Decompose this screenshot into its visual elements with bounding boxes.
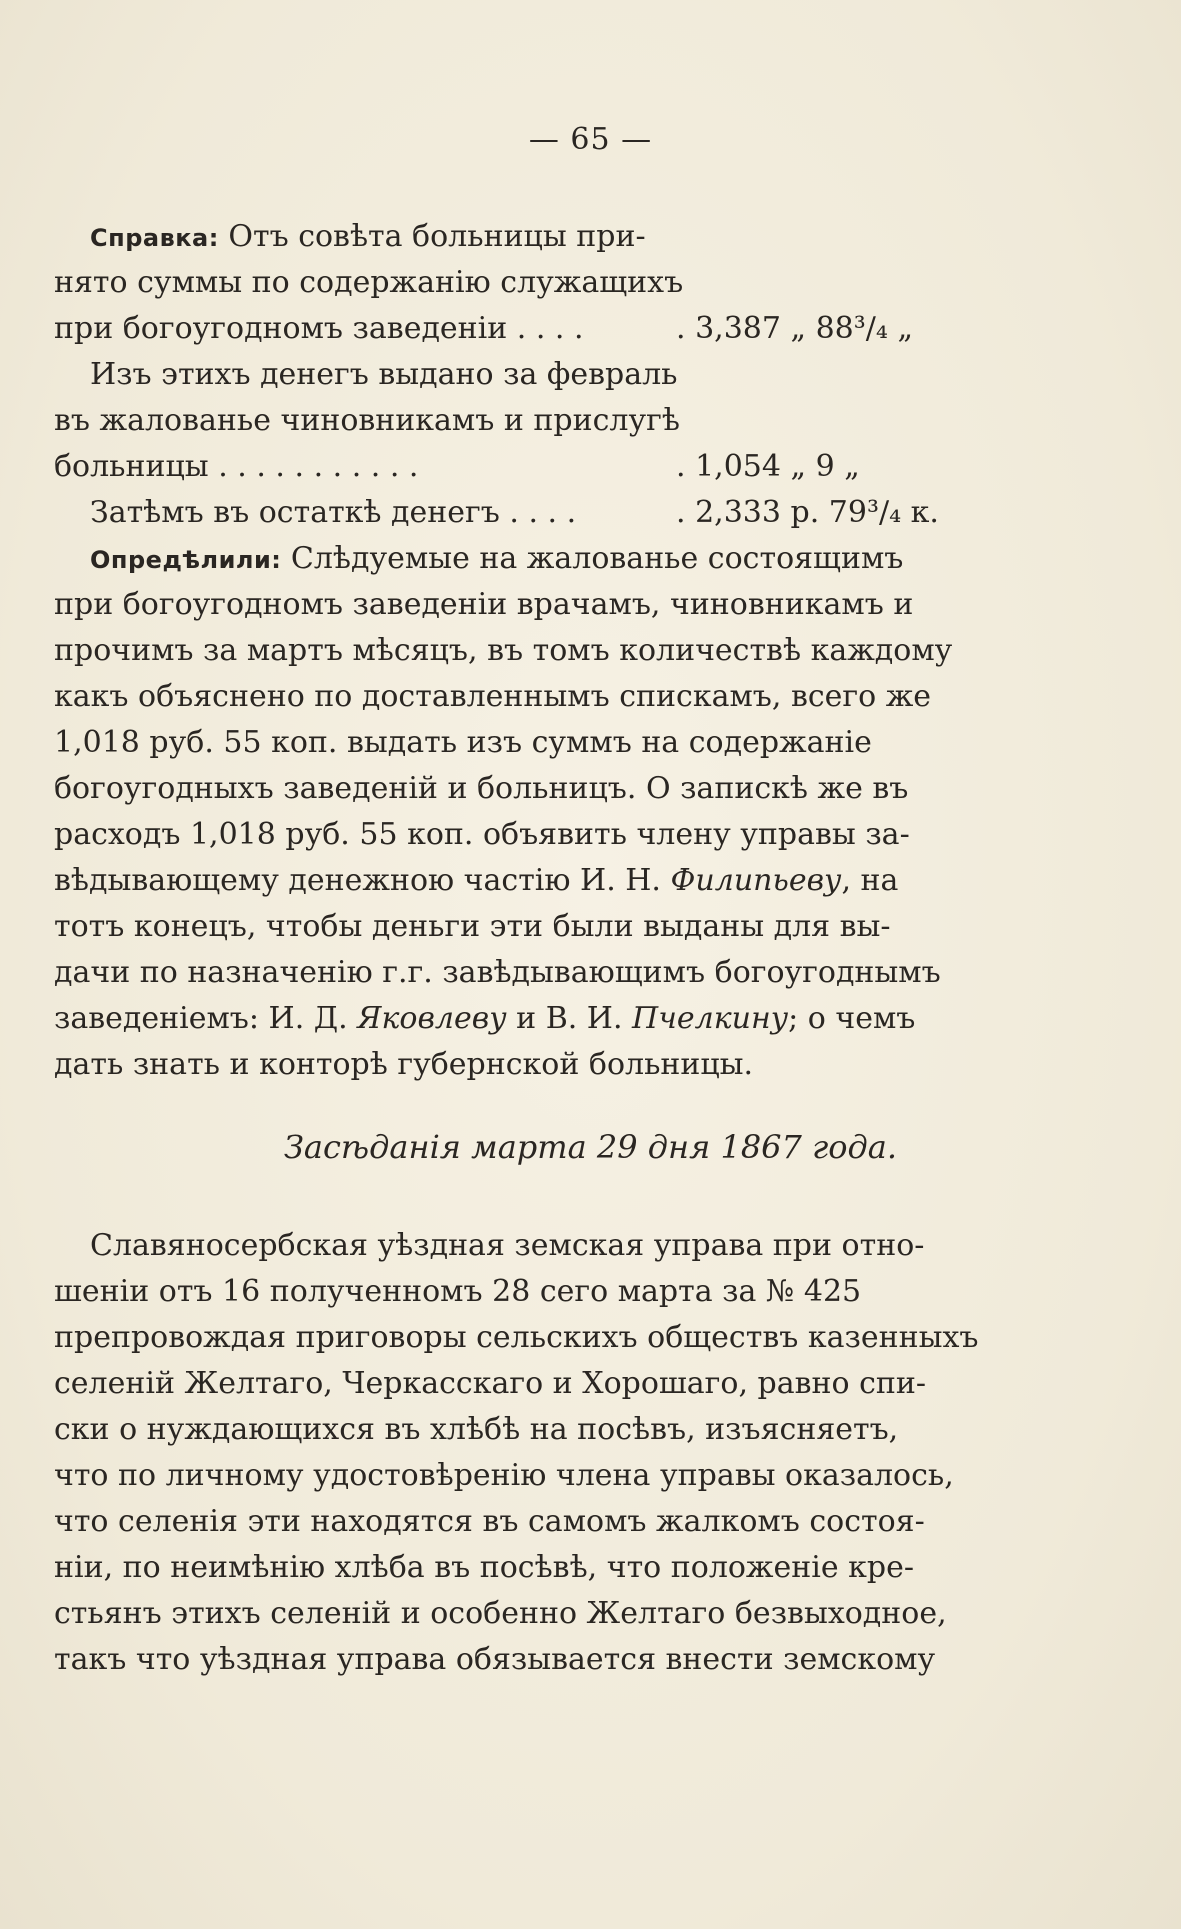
spravka-line-6-left: больницы . . . . . . . . . . . <box>54 449 419 484</box>
spravka-line-6-amount: . 1,054 „ 9 „ <box>676 449 860 484</box>
opredelili-line-10: дачи по назначенію г.г. завѣдывающимъ богоугоднымъ <box>54 955 941 990</box>
spravka-line-4: Изъ этихъ денегъ выдано за февраль <box>90 357 678 392</box>
opredelili-line-8-text: вѣдывающему денежною частію И. Н. <box>54 863 671 898</box>
opredelili-line-11-text: заведеніемъ: И. Д. <box>54 1001 358 1036</box>
opredelili-line-11-mid: и В. И. <box>506 1001 633 1036</box>
opredelili-line-2: при богоугодномъ заведеніи врачамъ, чиновникамъ и <box>54 587 914 622</box>
name-pchelkin: Пчелкину <box>632 1001 789 1036</box>
opredelili-line-1 <box>90 541 903 578</box>
opredelili-line-9: тотъ конецъ, чтобы деньги эти были выданы для вы- <box>54 909 891 944</box>
name-filipyev: Филипьеву <box>670 863 842 898</box>
body-line-4: селеній Желтаго, Черкасскаго и Хорошаго, равно спи- <box>54 1366 927 1401</box>
spravka-line-1 <box>90 219 646 256</box>
body-line-3: препровождая приговоры сельскихъ обществъ казенныхъ <box>54 1320 979 1355</box>
opredelili-line-8 <box>54 863 898 899</box>
opredelili-line-4: какъ объяснено по доставленнымъ спискамъ, всего же <box>54 679 932 714</box>
body-line-7: что селенія эти находятся въ самомъ жалкомъ состоя- <box>54 1504 925 1539</box>
spravka-line-3-left: при богоугодномъ заведеніи . . . . <box>54 311 584 346</box>
spravka-line-1-text: Отъ совѣта больницы при- <box>218 219 646 254</box>
opredelili-line-12: дать знать и конторѣ губернской больницы. <box>54 1047 754 1082</box>
spravka-line-3-amount: . 3,387 „ 88³/₄ „ <box>676 311 913 346</box>
opredelili-label: Опредѣлили: <box>90 546 282 574</box>
body-line-10: такъ что уѣздная управа обязывается внести земскому <box>54 1642 936 1677</box>
opredelili-line-8-end: , на <box>841 863 899 898</box>
body-line-2: шеніи отъ 16 полученномъ 28 сего марта за № 425 <box>54 1274 862 1309</box>
spravka-line-2: нято суммы по содержанію служащихъ <box>54 265 684 300</box>
spravka-line-5: въ жалованье чиновникамъ и прислугѣ <box>54 403 680 438</box>
opredelili-line-5: 1,018 руб. 55 коп. выдать изъ суммъ на содержаніе <box>54 725 872 760</box>
spravka-label: Справка: <box>90 224 219 252</box>
opredelili-line-1-text: Слѣдуемые на жалованье состоящимъ <box>281 541 904 576</box>
opredelili-line-11 <box>54 1001 915 1037</box>
body-line-8: ніи, по неимѣнію хлѣба въ посѣвѣ, что положеніе кре- <box>54 1550 915 1585</box>
opredelili-line-3: прочимъ за мартъ мѣсяцъ, въ томъ количествѣ каждому <box>54 633 953 668</box>
session-heading: Засѣданія марта 29 дня 1867 года. <box>283 1128 898 1166</box>
spravka-line-7-amount: . 2,333 р. 79³/₄ к. <box>676 495 939 530</box>
opredelili-line-11-end: ; о чемъ <box>788 1001 916 1036</box>
body-line-5: ски о нуждающихся въ хлѣбѣ на посѣвъ, изъясняетъ, <box>54 1412 899 1447</box>
body-line-9: стьянъ этихъ селеній и особенно Желтаго безвыходное, <box>54 1596 947 1631</box>
body-line-6: что по личному удостовѣренію члена управы оказалось, <box>54 1458 954 1493</box>
name-yakovlev: Яковлеву <box>357 1001 507 1036</box>
body-line-1: Славяносербская уѣздная земская управа при отно- <box>90 1228 925 1263</box>
opredelili-line-7: расходъ 1,018 руб. 55 коп. объявить члену управы за- <box>54 817 910 852</box>
opredelili-line-6: богоугодныхъ заведеній и больницъ. О запискѣ же въ <box>54 771 909 806</box>
spravka-line-7-left: Затѣмъ въ остаткѣ денегъ . . . . <box>90 495 577 530</box>
page-number: — 65 — <box>528 122 653 157</box>
